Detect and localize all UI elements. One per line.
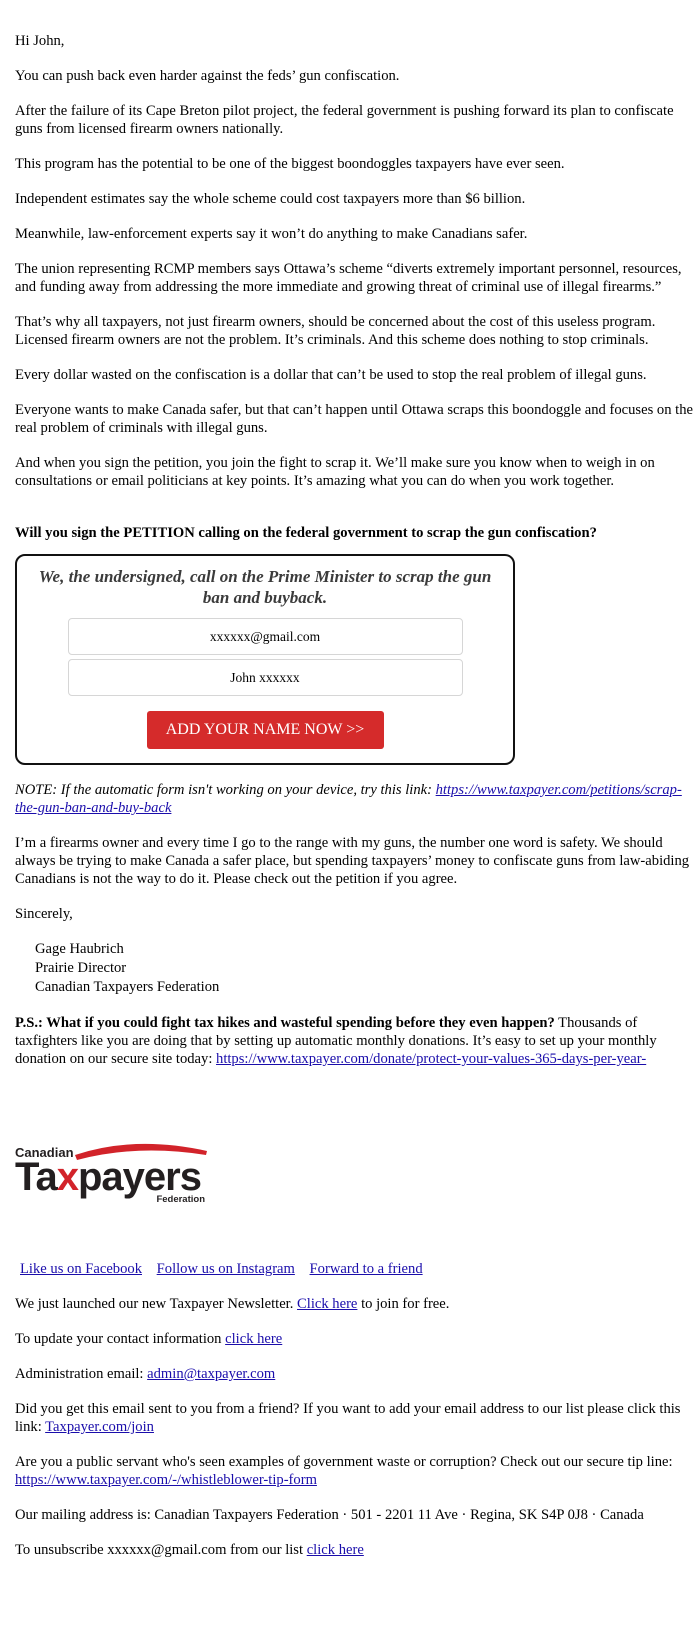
admin-email-line bbox=[15, 1365, 695, 1383]
petition-form bbox=[15, 554, 515, 765]
body-paragraph: That’s why all taxpayers, not just firearm owners, should be concerned about the cost of this useless program. Licensed firearm owners are not the problem. It’s criminals. And this scheme does nothing to stop criminals. bbox=[15, 314, 656, 348]
update-contact-line bbox=[15, 1330, 695, 1348]
signature-name: Gage Haubrich bbox=[35, 941, 124, 957]
greeting: Hi John, bbox=[15, 33, 65, 49]
body-paragraph: This program has the potential to be one of the biggest boondoggles taxpayers have ever seen. bbox=[15, 156, 565, 172]
email-field[interactable] bbox=[68, 618, 463, 655]
personal-message: I’m a firearms owner and every time I go to the range with my guns, the number one word is safety. We should always be trying to make Canada a safer place, but spending taxpayers’ money to confiscate guns from law-abiding Canadians is not the way to do it. Please check out the petition if you agree. bbox=[15, 835, 690, 887]
petition-ask-heading: Will you sign the PETITION calling on the federal government to scrap the gun confiscation? bbox=[15, 525, 597, 541]
update-text: To update your contact information bbox=[15, 1331, 226, 1347]
logo-line-3: Federation bbox=[156, 1194, 205, 1205]
donate-link[interactable]: https://www.taxpayer.com/donate/protect-your-values-365-days-per-year- bbox=[216, 1051, 647, 1067]
instagram-link[interactable]: Follow us on Instagram bbox=[156, 1261, 295, 1277]
signature-org: Canadian Taxpayers Federation bbox=[35, 979, 220, 995]
ps-label: P.S.: What if you could fight tax hikes and wasteful spending before they even happen? bbox=[15, 1015, 555, 1031]
petition-heading: We, the undersigned, call on the Prime Minister to scrap the gun ban and buyback. bbox=[38, 567, 492, 607]
ctf-logo bbox=[15, 1141, 225, 1211]
name-field[interactable] bbox=[68, 659, 463, 696]
petition-link[interactable]: https://www.taxpayer.com/petitions/scrap-the-gun-ban-and-buy-back bbox=[15, 782, 682, 816]
closing: Sincerely, bbox=[15, 906, 73, 922]
unsubscribe-line bbox=[15, 1541, 695, 1559]
newsletter-text-end: to join for free. bbox=[357, 1296, 450, 1312]
body-paragraph: The union representing RCMP members says Ottawa’s scheme “diverts extremely important personnel, resources, and funding away from addressing the more immediate and growing threat of criminal use of illegal firearms.” bbox=[15, 261, 682, 295]
join-text: Did you get this email sent to you from a friend? If you want to add your email address to our list please click this link: bbox=[15, 1401, 681, 1435]
body-paragraph: After the failure of its Cape Breton pilot project, the federal government is pushing forward its plan to confiscate guns from licensed firearm owners nationally. bbox=[15, 103, 674, 137]
admin-text: Administration email: bbox=[15, 1366, 148, 1382]
tip-line bbox=[15, 1453, 695, 1489]
body-paragraph: Independent estimates say the whole scheme could cost taxpayers more than $6 billion. bbox=[15, 191, 526, 207]
facebook-link[interactable]: Like us on Facebook bbox=[20, 1261, 142, 1277]
postscript bbox=[15, 1014, 695, 1068]
join-link[interactable]: Taxpayer.com/join bbox=[45, 1419, 154, 1435]
logo-line-1: Canadian bbox=[15, 1145, 74, 1160]
newsletter-line bbox=[15, 1295, 695, 1313]
tip-form-link[interactable]: https://www.taxpayer.com/-/whistleblower-tip-form bbox=[15, 1472, 317, 1488]
mailing-address: Our mailing address is: Canadian Taxpayers Federation · 501 - 2201 11 Ave · Regina, SK S4P 0J8 · Canada bbox=[15, 1507, 644, 1523]
social-links bbox=[20, 1260, 695, 1278]
newsletter-text: We just launched our new Taxpayer Newsletter. bbox=[15, 1296, 298, 1312]
form-fallback-note bbox=[15, 781, 695, 817]
admin-email-link[interactable]: admin@taxpayer.com bbox=[147, 1366, 276, 1382]
body-paragraph: Every dollar wasted on the confiscation is a dollar that can’t be used to stop the real problem of illegal guns. bbox=[15, 367, 647, 383]
body-paragraph: Meanwhile, law-enforcement experts say it won’t do anything to make Canadians safer. bbox=[15, 226, 528, 242]
update-contact-link[interactable]: click here bbox=[225, 1331, 283, 1347]
unsubscribe-text: To unsubscribe xxxxxx@gmail.com from our list bbox=[15, 1542, 307, 1558]
ps-text: Thousands of taxfighters like you are doing that by setting up automatic monthly donations. It’s easy to set up your monthly donation on our secure site today: bbox=[15, 1015, 657, 1067]
body-paragraph: You can push back even harder against the feds’ gun confiscation. bbox=[15, 68, 400, 84]
logo-line-2: Taxpayers bbox=[15, 1155, 201, 1199]
join-line bbox=[15, 1400, 695, 1436]
body-paragraph: Everyone wants to make Canada safer, but that can’t happen until Ottawa scraps this boondoggle and focuses on the real problem of criminals with illegal guns. bbox=[15, 402, 693, 436]
signature-title: Prairie Director bbox=[35, 960, 127, 976]
note-text: NOTE: If the automatic form isn't working on your device, try this link: bbox=[15, 782, 436, 798]
tip-text: Are you a public servant who's seen examples of government waste or corruption? Check out our secure tip line: bbox=[15, 1454, 673, 1470]
add-name-button[interactable]: ADD YOUR NAME NOW >> bbox=[147, 711, 384, 749]
unsubscribe-link[interactable]: click here bbox=[306, 1542, 364, 1558]
forward-link[interactable]: Forward to a friend bbox=[309, 1261, 423, 1277]
newsletter-link[interactable]: Click here bbox=[297, 1296, 358, 1312]
signature-block bbox=[35, 940, 695, 997]
body-paragraph: And when you sign the petition, you join the fight to scrap it. We’ll make sure you know when to weigh in on consultations or email politicians at key points. It’s amazing what you can do when you work together. bbox=[15, 455, 655, 489]
